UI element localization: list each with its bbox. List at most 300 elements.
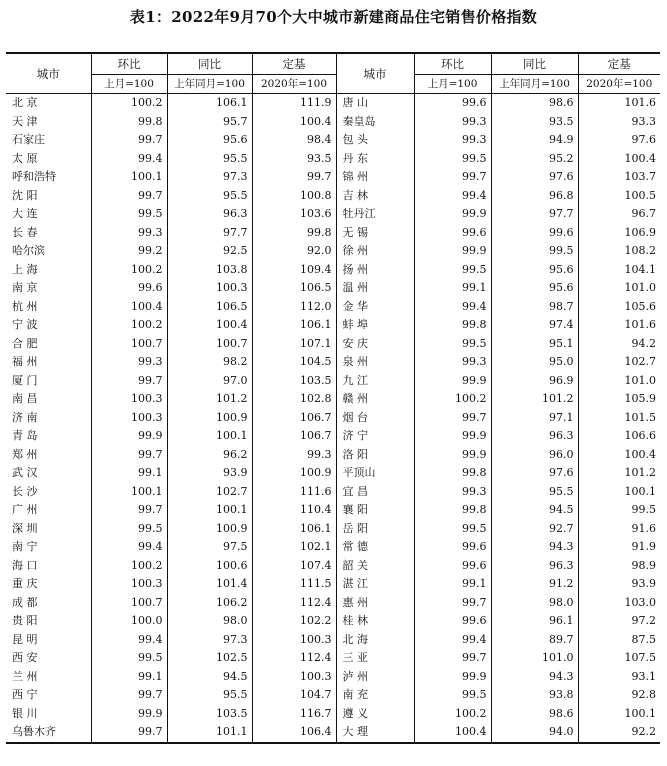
fixed-value: 101.5 [578,409,660,428]
yoy-value: 94.3 [491,668,578,687]
city-name: 湛 江 [336,575,414,594]
city-name: 大 连 [12,207,38,220]
mom-value: 100.3 [91,409,167,428]
header-mom-right: 环比 [414,53,491,75]
fixed-value: 105.6 [578,298,660,317]
mom-value: 99.7 [91,686,167,705]
fixed-value: 106.9 [578,224,660,243]
yoy-value: 94.5 [491,501,578,520]
mom-value: 99.5 [414,261,491,280]
table-row [6,298,660,317]
fixed-value: 99.7 [252,168,336,187]
fixed-value: 106.6 [578,427,660,446]
table-row [6,224,660,243]
mom-value: 100.3 [91,390,167,409]
table-row [6,705,660,724]
city-name: 三 亚 [336,649,414,668]
table-title: 表1：2022年9月70个大中城市新建商品住宅销售价格指数 [129,8,538,26]
mom-value: 99.6 [414,538,491,557]
mom-value: 100.7 [91,335,167,354]
mom-value: 99.9 [414,205,491,224]
fixed-value: 99.3 [252,446,336,465]
city-name: 深 圳 [12,521,38,535]
fixed-value: 91.9 [578,538,660,557]
mom-value: 99.6 [414,224,491,243]
fixed-value: 116.7 [252,705,336,724]
yoy-value: 99.6 [491,224,578,243]
fixed-value: 103.7 [578,168,660,187]
fixed-value: 100.3 [252,631,336,650]
mom-value: 99.5 [414,150,491,169]
city-name: 福 州 [12,355,38,368]
fixed-value: 102.1 [252,538,336,557]
fixed-value: 108.2 [578,242,660,261]
yoy-value: 100.9 [167,520,252,539]
mom-value: 99.7 [91,372,167,391]
fixed-value: 106.4 [252,723,336,743]
yoy-value: 100.7 [167,335,252,354]
yoy-value: 94.3 [491,538,578,557]
fixed-value: 111.6 [252,483,336,502]
header-fixed-right: 定基 [578,53,660,75]
city-name: 南 充 [336,686,414,705]
city-name: 成 都 [12,595,38,609]
city-name: 南 宁 [12,540,38,553]
header-fixed-left: 定基 [252,53,336,75]
table-row [6,335,660,354]
city-name: 南 京 [12,281,38,294]
city-name: 银 川 [12,706,38,720]
fixed-value: 107.1 [252,335,336,354]
fixed-value: 112.4 [252,594,336,613]
table-row [6,205,660,224]
mom-value: 99.7 [414,409,491,428]
yoy-value: 93.5 [491,113,578,132]
city-name: 南 昌 [12,392,38,405]
yoy-value: 95.5 [167,187,252,206]
yoy-value: 106.5 [167,298,252,317]
fixed-value: 102.8 [252,390,336,409]
city-name: 牡丹江 [336,205,414,224]
mom-value: 99.7 [91,723,167,743]
fixed-value: 100.8 [252,187,336,206]
yoy-value: 97.1 [491,409,578,428]
fixed-value: 112.4 [252,649,336,668]
mom-value: 99.5 [414,520,491,539]
yoy-value: 106.2 [167,594,252,613]
city-name: 厦 门 [12,373,38,387]
yoy-value: 89.7 [491,631,578,650]
yoy-value: 95.5 [491,483,578,502]
city-name: 大 理 [336,723,414,743]
fixed-value: 112.0 [252,298,336,317]
city-name: 合 肥 [12,336,38,350]
yoy-value: 102.5 [167,649,252,668]
table-row [6,464,660,483]
table-row [6,372,660,391]
mom-value: 99.9 [414,427,491,446]
mom-value: 99.6 [414,557,491,576]
fixed-value: 93.9 [578,575,660,594]
header-yoy-left: 同比 [167,53,252,75]
yoy-value: 101.1 [167,723,252,743]
yoy-value: 93.8 [491,686,578,705]
mom-value: 99.6 [414,94,491,113]
table-row [6,446,660,465]
mom-value: 99.4 [91,538,167,557]
mom-value: 99.3 [91,224,167,243]
fixed-value: 98.9 [578,557,660,576]
yoy-value: 92.5 [167,242,252,261]
city-name: 徐 州 [336,242,414,261]
header-yoy-base-left: 上年同月=100 [167,75,252,94]
mom-value: 99.7 [91,187,167,206]
mom-value: 99.3 [414,131,491,150]
city-name: 郑 州 [12,447,38,461]
mom-value: 99.4 [91,150,167,169]
table-row [6,483,660,502]
yoy-value: 96.8 [491,187,578,206]
yoy-value: 97.6 [491,464,578,483]
yoy-value: 99.5 [491,242,578,261]
header-mom-base-left: 上月=100 [91,75,167,94]
mom-value: 99.5 [414,335,491,354]
header-yoy-right: 同比 [491,53,578,75]
yoy-value: 97.6 [491,168,578,187]
mom-value: 99.8 [414,316,491,335]
mom-value: 99.5 [91,649,167,668]
mom-value: 99.7 [414,594,491,613]
city-name: 韶 关 [336,557,414,576]
yoy-value: 95.7 [167,113,252,132]
yoy-value: 96.0 [491,446,578,465]
yoy-value: 98.7 [491,298,578,317]
city-name: 常 德 [336,538,414,557]
city-name: 哈尔滨 [12,244,45,257]
yoy-value: 98.0 [491,594,578,613]
yoy-value: 97.3 [167,631,252,650]
table-row [6,557,660,576]
city-name: 无 锡 [336,224,414,243]
mom-value: 100.2 [91,94,167,113]
table-row [6,631,660,650]
city-name: 天 津 [12,114,38,128]
city-name: 长 沙 [12,484,38,498]
yoy-value: 95.5 [167,686,252,705]
city-name: 泸 州 [336,668,414,687]
mom-value: 99.3 [91,353,167,372]
fixed-value: 92.0 [252,242,336,261]
fixed-value: 99.5 [578,501,660,520]
yoy-value: 100.9 [167,409,252,428]
yoy-value: 98.0 [167,612,252,631]
fixed-value: 101.6 [578,94,660,113]
mom-value: 100.0 [91,612,167,631]
mom-value: 100.2 [91,261,167,280]
fixed-value: 109.4 [252,261,336,280]
city-name: 烟 台 [336,409,414,428]
fixed-value: 101.0 [578,372,660,391]
mom-value: 100.2 [91,557,167,576]
city-name: 平顶山 [336,464,414,483]
city-name: 遵 义 [336,705,414,724]
mom-value: 99.5 [414,686,491,705]
mom-value: 99.6 [414,612,491,631]
fixed-value: 87.5 [578,631,660,650]
yoy-value: 101.2 [167,390,252,409]
city-name: 唐 山 [336,94,414,113]
fixed-value: 106.1 [252,316,336,335]
fixed-value: 103.0 [578,594,660,613]
yoy-value: 96.9 [491,372,578,391]
fixed-value: 100.1 [578,483,660,502]
city-name: 宁 波 [12,318,38,331]
table-row [6,594,660,613]
city-name: 金 华 [336,298,414,317]
fixed-value: 101.2 [578,464,660,483]
yoy-value: 96.3 [167,205,252,224]
mom-value: 99.1 [414,279,491,298]
mom-value: 99.5 [91,520,167,539]
city-name: 赣 州 [336,390,414,409]
yoy-value: 106.1 [167,94,252,113]
yoy-value: 101.4 [167,575,252,594]
yoy-value: 100.1 [167,427,252,446]
city-name: 重 庆 [12,577,38,590]
header-city-left: 城市 [6,53,91,94]
fixed-value: 107.5 [578,649,660,668]
yoy-value: 97.7 [491,205,578,224]
fixed-value: 102.7 [578,353,660,372]
table-row [6,668,660,687]
fixed-value: 106.1 [252,520,336,539]
mom-value: 99.9 [91,705,167,724]
yoy-value: 100.4 [167,316,252,335]
yoy-value: 95.2 [491,150,578,169]
mom-value: 99.1 [414,575,491,594]
yoy-value: 97.7 [167,224,252,243]
table-row [6,723,660,743]
mom-value: 99.7 [91,501,167,520]
mom-value: 100.2 [414,390,491,409]
yoy-value: 96.3 [491,427,578,446]
yoy-value: 96.2 [167,446,252,465]
yoy-value: 95.0 [491,353,578,372]
table-row [6,409,660,428]
mom-value: 99.3 [414,483,491,502]
mom-value: 99.6 [91,279,167,298]
yoy-value: 98.6 [491,94,578,113]
fixed-value: 93.1 [578,668,660,687]
table-row [6,242,660,261]
fixed-value: 100.4 [578,150,660,169]
city-name: 青 岛 [12,429,38,442]
table-row [6,686,660,705]
yoy-value: 97.3 [167,168,252,187]
city-name: 桂 林 [336,612,414,631]
table-row [6,501,660,520]
header-yoy-base-right: 上年同月=100 [491,75,578,94]
fixed-value: 100.1 [578,705,660,724]
mom-value: 99.4 [414,187,491,206]
yoy-value: 100.3 [167,279,252,298]
fixed-value: 97.2 [578,612,660,631]
table-row [6,649,660,668]
fixed-value: 106.7 [252,409,336,428]
yoy-value: 95.6 [491,261,578,280]
fixed-value: 111.5 [252,575,336,594]
city-name: 昆 明 [12,632,38,646]
city-name: 乌鲁木齐 [6,723,91,743]
city-name: 吉 林 [336,187,414,206]
mom-value: 100.2 [91,316,167,335]
mom-value: 99.7 [414,649,491,668]
city-name: 九 江 [336,372,414,391]
city-name: 安 庆 [336,335,414,354]
fixed-value: 104.1 [578,261,660,280]
fixed-value: 104.5 [252,353,336,372]
yoy-value: 95.1 [491,335,578,354]
mom-value: 100.4 [91,298,167,317]
yoy-value: 91.2 [491,575,578,594]
fixed-value: 106.5 [252,279,336,298]
mom-value: 99.4 [91,631,167,650]
fixed-value: 100.3 [252,668,336,687]
mom-value: 99.1 [91,464,167,483]
yoy-value: 92.7 [491,520,578,539]
yoy-value: 94.9 [491,131,578,150]
mom-value: 99.8 [414,501,491,520]
yoy-value: 103.8 [167,261,252,280]
table-row [6,131,660,150]
yoy-value: 101.2 [491,390,578,409]
mom-value: 99.8 [414,464,491,483]
city-name: 宜 昌 [336,483,414,502]
yoy-value: 94.0 [491,723,578,743]
city-name: 岳 阳 [336,520,414,539]
mom-value: 99.5 [91,205,167,224]
table-row [6,150,660,169]
table-row [6,279,660,298]
header-mom-base-right: 上月=100 [414,75,491,94]
fixed-value: 92.8 [578,686,660,705]
city-name: 蚌 埠 [336,316,414,335]
table-row [6,575,660,594]
city-name: 呼和浩特 [12,170,56,183]
table-row [6,187,660,206]
fixed-value: 103.5 [252,372,336,391]
mom-value: 100.3 [91,575,167,594]
header-mom-left: 环比 [91,53,167,75]
fixed-value: 94.2 [578,335,660,354]
yoy-value: 100.1 [167,501,252,520]
table-row [6,612,660,631]
yoy-value: 97.0 [167,372,252,391]
mom-value: 99.9 [414,372,491,391]
mom-value: 99.4 [414,298,491,317]
city-name: 沈 阳 [12,188,38,202]
yoy-value: 95.6 [491,279,578,298]
mom-value: 100.4 [414,723,491,743]
city-name: 广 州 [12,503,38,516]
mom-value: 99.4 [414,631,491,650]
city-name: 丹 东 [336,150,414,169]
yoy-value: 94.5 [167,668,252,687]
header-fixed-base-right: 2020年=100 [578,75,660,94]
city-name: 上 海 [12,262,38,276]
mom-value: 99.1 [91,668,167,687]
yoy-value: 98.2 [167,353,252,372]
mom-value: 99.9 [414,668,491,687]
city-name: 济 南 [12,410,38,424]
table-row [6,390,660,409]
city-name: 武 汉 [12,466,38,479]
fixed-value: 100.4 [578,446,660,465]
fixed-value: 96.7 [578,205,660,224]
city-name: 泉 州 [336,353,414,372]
table-row [6,113,660,132]
city-name: 西 宁 [12,688,38,701]
fixed-value: 111.9 [252,94,336,113]
fixed-value: 103.6 [252,205,336,224]
mom-value: 100.1 [91,168,167,187]
table-row [6,94,660,113]
mom-value: 99.2 [91,242,167,261]
city-name: 济 宁 [336,427,414,446]
mom-value: 100.1 [91,483,167,502]
mom-value: 99.9 [414,446,491,465]
fixed-value: 100.5 [578,187,660,206]
mom-value: 99.7 [91,131,167,150]
yoy-value: 101.0 [491,649,578,668]
fixed-value: 110.4 [252,501,336,520]
fixed-value: 102.2 [252,612,336,631]
fixed-value: 93.5 [252,150,336,169]
table-row [6,353,660,372]
yoy-value: 95.5 [167,150,252,169]
yoy-value: 93.9 [167,464,252,483]
header-fixed-base-left: 2020年=100 [252,75,336,94]
fixed-value: 97.6 [578,131,660,150]
table-row [6,520,660,539]
table-row [6,261,660,280]
fixed-value: 92.2 [578,723,660,743]
mom-value: 99.3 [414,353,491,372]
city-name: 兰 州 [12,669,38,683]
fixed-value: 98.4 [252,131,336,150]
fixed-value: 105.9 [578,390,660,409]
city-name: 锦 州 [336,168,414,187]
fixed-value: 100.4 [252,113,336,132]
mom-value: 99.9 [91,427,167,446]
yoy-value: 96.3 [491,557,578,576]
table-row [6,427,660,446]
yoy-value: 98.6 [491,705,578,724]
city-name: 海 口 [12,558,38,572]
fixed-value: 93.3 [578,113,660,132]
fixed-value: 99.8 [252,224,336,243]
city-name: 惠 州 [336,594,414,613]
yoy-value: 97.5 [167,538,252,557]
city-name: 包 头 [336,131,414,150]
yoy-value: 95.6 [167,131,252,150]
price-index-table [6,52,660,744]
fixed-value: 104.7 [252,686,336,705]
fixed-value: 106.7 [252,427,336,446]
mom-value: 99.3 [414,113,491,132]
city-name: 太 原 [12,151,38,165]
city-name: 西 安 [12,651,38,664]
